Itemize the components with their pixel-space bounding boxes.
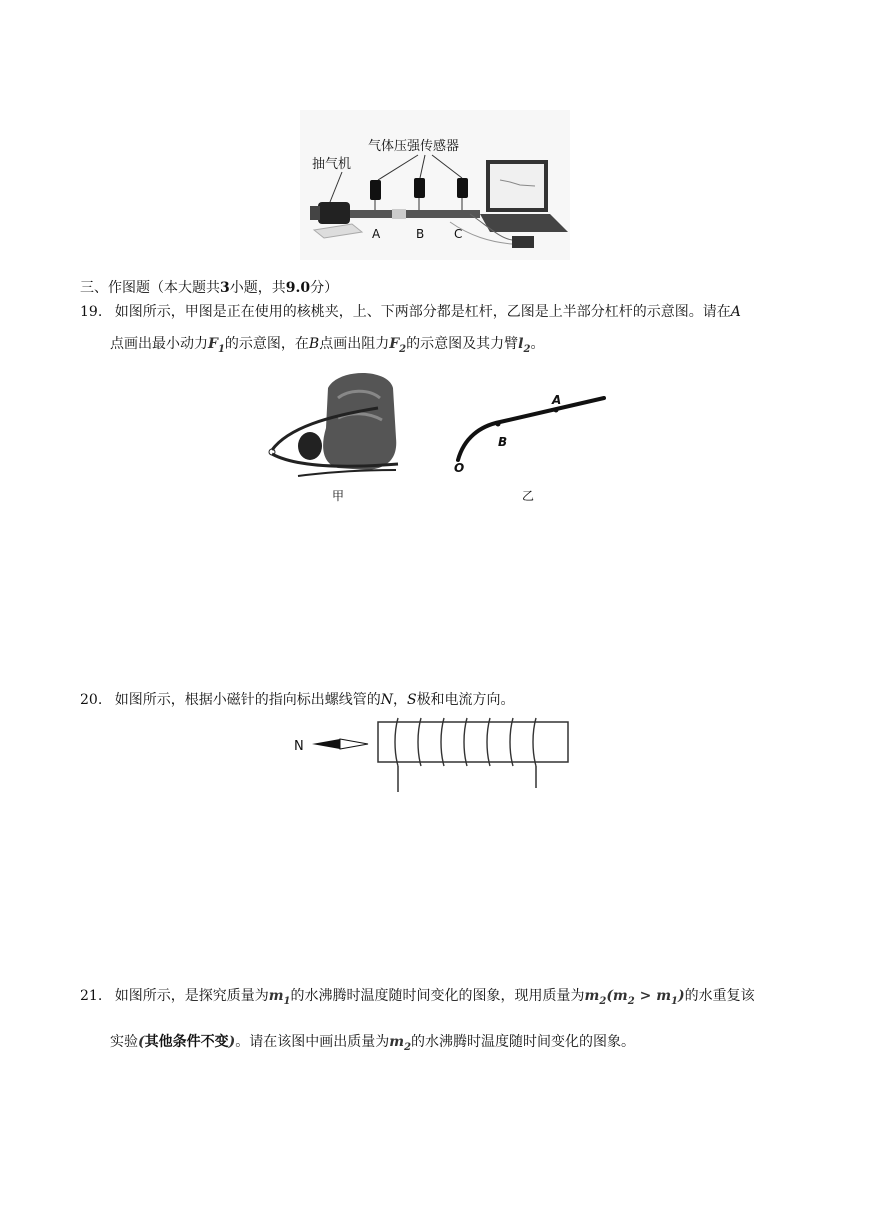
question-number: 19. — [80, 304, 103, 320]
question-19-line-2: 点画出最小动力$F_1$的示意图，在B点画出阻力$F_2$的示意图及其力臂$l_2$。 — [110, 336, 545, 355]
m2-symbol: $m_2$ — [389, 1034, 412, 1053]
needle-north — [312, 739, 340, 749]
question-21-line-1: 21. 如图所示，是探究质量为$m_1$的水沸腾时温度随时间变化的图象，现用质量为$m_2(m_2 > m_1)$的水重复该 — [80, 988, 755, 1007]
label-b: B — [416, 227, 425, 241]
f2-symbol: $F_2$ — [389, 336, 407, 355]
point-b-label: B — [498, 435, 508, 449]
label-yi: 乙 — [522, 489, 535, 503]
section-heading: 三、作图题（本大题共3小题，共9.0分） — [80, 280, 339, 296]
label-c: C — [454, 227, 463, 241]
nutcracker-figure — [268, 368, 608, 508]
l2-symbol: $l_2$ — [518, 336, 531, 355]
f1-symbol: $F_1$ — [208, 336, 225, 355]
label-a: A — [372, 227, 381, 241]
solenoid-figure — [290, 712, 580, 796]
label-jia: 甲 — [332, 489, 345, 503]
needle-south — [340, 739, 368, 749]
m2-condition: $m_2(m_2 > m_1)$ — [584, 988, 685, 1007]
m1-symbol: $m_1$ — [268, 988, 291, 1007]
sensor-label: 气体压强传感器 — [368, 139, 460, 154]
question-number: 21. — [80, 988, 103, 1004]
point-o-label: O — [454, 461, 465, 475]
point-a-label: A — [552, 393, 562, 407]
question-21-line-2: 实验(其他条件不变)。请在该图中画出质量为$m_2$的水沸腾时温度随时间变化的图象。 — [110, 1034, 636, 1053]
apparatus-illustration — [300, 110, 570, 260]
question-number: 20. — [80, 692, 103, 708]
question-19-line-1: 19. 如图所示，甲图是正在使用的核桃夹，上、下两部分都是杠杆，乙图是上半部分杠杆的示意图。请在A — [80, 304, 741, 320]
pump-label: 抽气机 — [312, 157, 352, 172]
solenoid-coils — [395, 718, 536, 766]
solenoid-core — [378, 722, 568, 762]
needle-n-label: N — [294, 739, 304, 754]
apparatus-figure — [300, 110, 570, 260]
question-20: 20. 如图所示，根据小磁针的指向标出螺线管的N，S极和电流方向。 — [80, 692, 515, 708]
lever-illustration — [268, 368, 608, 508]
solenoid-illustration — [290, 712, 580, 796]
